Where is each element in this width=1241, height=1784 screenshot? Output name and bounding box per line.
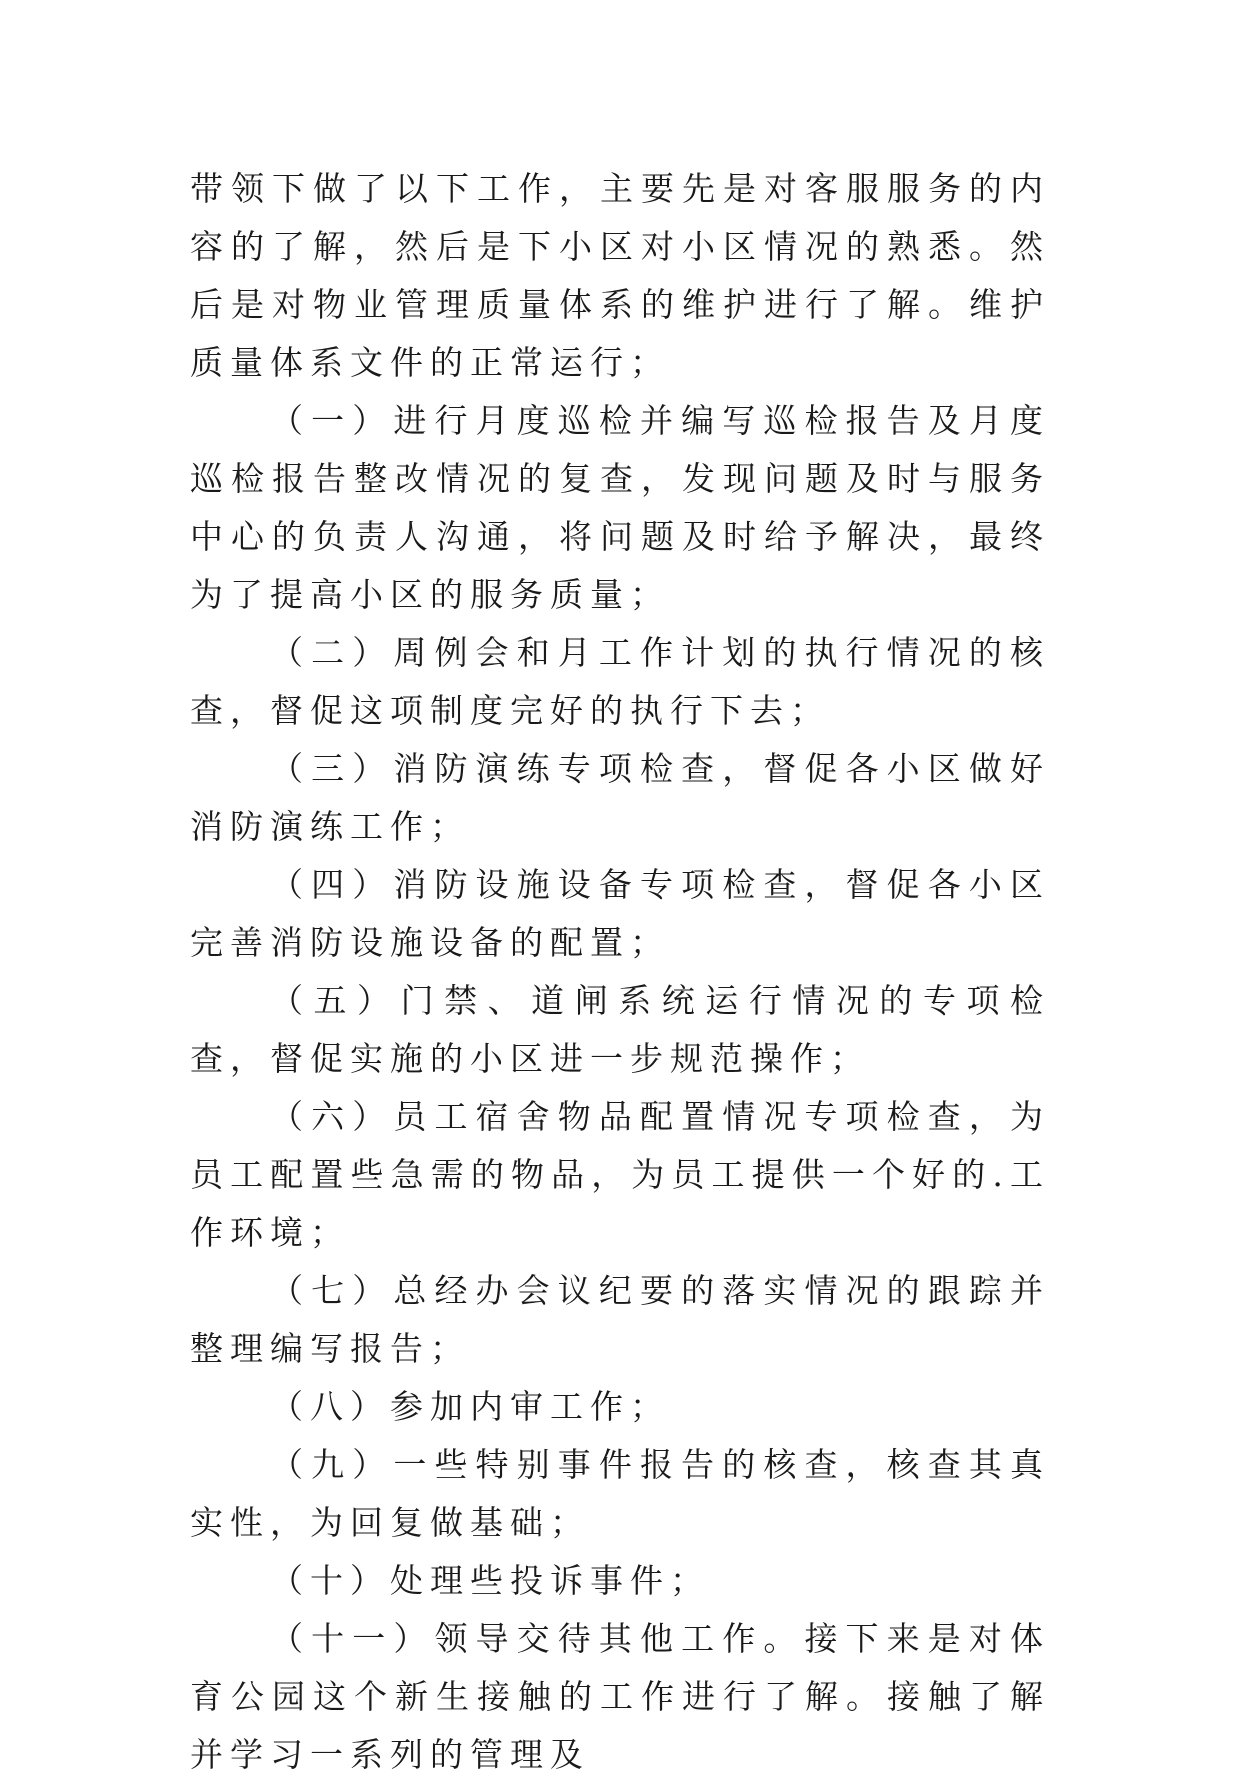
- paragraph-item-8: （八）参加内审工作；: [270, 1387, 670, 1426]
- paragraph-item-1: （一）进行月度巡检并编写巡检报告及月度巡检报告整改情况的复查，发现问题及时与服务中心的负责人沟通，将问题及时给予解决，最终为了提高小区的服务质量；: [190, 401, 1050, 614]
- paragraph-item-3: （三）消防演练专项检查，督促各小区做好消防演练工作；: [190, 749, 1050, 846]
- paragraph-item-5: （五）门禁、道闸系统运行情况的专项检查，督促实施的小区进一步规范操作；: [190, 981, 1050, 1078]
- paragraph-item-7: （七）总经办会议纪要的落实情况的跟踪并整理编写报告；: [190, 1271, 1050, 1368]
- paragraph-item-11: （十一）领导交待其他工作。接下来是对体育公园这个新生接触的工作进行了解。接触了解并学习一系列的管理及: [190, 1619, 1050, 1774]
- document-body: [190, 160, 1050, 1784]
- paragraph-intro: 带领下做了以下工作，主要先是对客服服务的内容的了解，然后是下小区对小区情况的熟悉。然后是对物业管理质量体系的维护进行了解。维护质量体系文件的正常运行；: [190, 169, 1050, 382]
- paragraph-item-4: （四）消防设施设备专项检查，督促各小区完善消防设施设备的配置；: [190, 865, 1050, 962]
- paragraph-item-10: （十）处理些投诉事件；: [270, 1561, 710, 1600]
- paragraph-item-6: （六）员工宿舍物品配置情况专项检查，为员工配置些急需的物品，为员工提供一个好的.工作环境；: [190, 1097, 1050, 1252]
- paragraph-item-9: （九）一些特别事件报告的核查，核查其真实性，为回复做基础；: [190, 1445, 1050, 1542]
- paragraph-item-2: （二）周例会和月工作计划的执行情况的核查，督促这项制度完好的执行下去；: [190, 633, 1050, 730]
